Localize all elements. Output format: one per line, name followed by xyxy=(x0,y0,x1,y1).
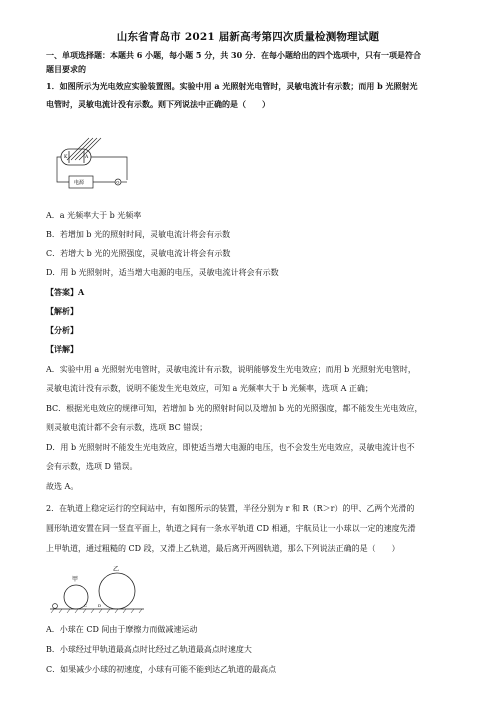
fig2-label-yi: 乙 xyxy=(113,566,120,573)
q1-fenxi-heading: 【分析】 xyxy=(46,325,78,335)
fig1-label-g: G xyxy=(116,179,120,185)
track-yi xyxy=(99,573,135,609)
q1-detail-line3: BC．根据光电效应的规律可知，若增加 b 光的照射时间以及增加 b 光的光照强度，都不能发生光电效应， xyxy=(46,404,423,413)
q1-jiexi-heading: 【解析】 xyxy=(46,306,78,316)
q2-stem-line2: 圆形轨道安置在同一竖直平面上，轨道之间有一条水平轨道 CD 相通，宇航员让一小球以一定的速度先滑 xyxy=(46,524,416,533)
q1-detail-line5: D．用 b 光照射时不能发生光电效应，即使适当增大电源的电压，也不会发生光电效应，灵敏电流计也不 xyxy=(46,443,415,452)
q2-stem-line1: 2．在轨道上稳定运行的空间站中，有如图所示的装置，半径分别为 r 和 R（R＞r）的甲、乙两个光滑的 xyxy=(46,504,415,513)
q1-detail-line6: 会有示数，选项 D 错误。 xyxy=(46,462,138,471)
fig2-label-c: C xyxy=(84,603,88,608)
q1-detail-line2: 灵敏电流计没有示数，说明不能发生光电效应，可知 a 光频率大于 b 光频率，选项 A 正确； xyxy=(46,384,373,393)
page-title: 山东省青岛市 2021 届新高考第四次质量检测物理试题 xyxy=(116,31,380,43)
q2-option-a: A．小球在 CD 间由于摩擦力而做减速运动 xyxy=(46,625,198,634)
fig1-power-label: 电源 xyxy=(74,180,85,186)
q1-answer: 【答案】A xyxy=(46,287,85,297)
section-heading-cont: 题目要求的 xyxy=(46,64,86,74)
q2-option-c: C．如果减少小球的初速度，小球有可能不能到达乙轨道的最高点 xyxy=(46,665,277,674)
q1-stem-line1: 1．如图所示为光电效应实验装置图。实验中用 a 光照射光电管时，灵敏电流计有示数；而用 b 光照射光 xyxy=(46,81,418,91)
photoelectric-apparatus-figure xyxy=(55,136,135,202)
q1-detail-line4: 则灵敏电流计都不会有示数，选项 BC 错误； xyxy=(46,423,208,432)
q1-detail-line1: A．实验中用 a 光照射光电管时，灵敏电流计有示数，说明能够发生光电效应；而用 b 光照射光电管时， xyxy=(46,365,416,374)
q1-xiangjie-heading: 【详解】 xyxy=(46,344,78,354)
q1-option-d: D．用 b 光照射时，适当增大电源的电压，灵敏电流计将会有示数 xyxy=(46,268,279,277)
fig2-label-d: D xyxy=(98,603,102,608)
q1-stem-line2: 电管时，灵敏电流计没有示数。则下列说法中正确的是（ ） xyxy=(46,99,270,109)
q2-option-b: B．小球经过甲轨道最高点时比经过乙轨道最高点时速度大 xyxy=(46,645,252,654)
fig1-label-a: A xyxy=(85,155,89,160)
fig2-label-jia: 甲 xyxy=(72,576,79,583)
ball xyxy=(53,604,58,609)
q1-option-b: B．若增加 b 光的照射时间，灵敏电流计将会有示数 xyxy=(46,230,231,239)
circular-tracks-figure xyxy=(48,565,148,615)
q2-stem-line3: 上甲轨道，通过粗糙的 CD 段，又滑上乙轨道，最后离开两圆轨道，那么下列说法正确的是（ ） xyxy=(46,544,400,553)
q1-conclusion: 故选 A。 xyxy=(46,482,79,491)
fig1-label-k: K xyxy=(64,155,68,160)
q1-option-a: A．a 光频率大于 b 光频率 xyxy=(46,211,142,220)
q1-option-c: C．若增大 b 光的光照强度，灵敏电流计将会有示数 xyxy=(46,249,231,258)
section-heading: 一、单项选择题：本题共 6 小题，每小题 5 分，共 30 分．在每小题给出的四个选项中，只有一项是符合 xyxy=(46,50,421,60)
